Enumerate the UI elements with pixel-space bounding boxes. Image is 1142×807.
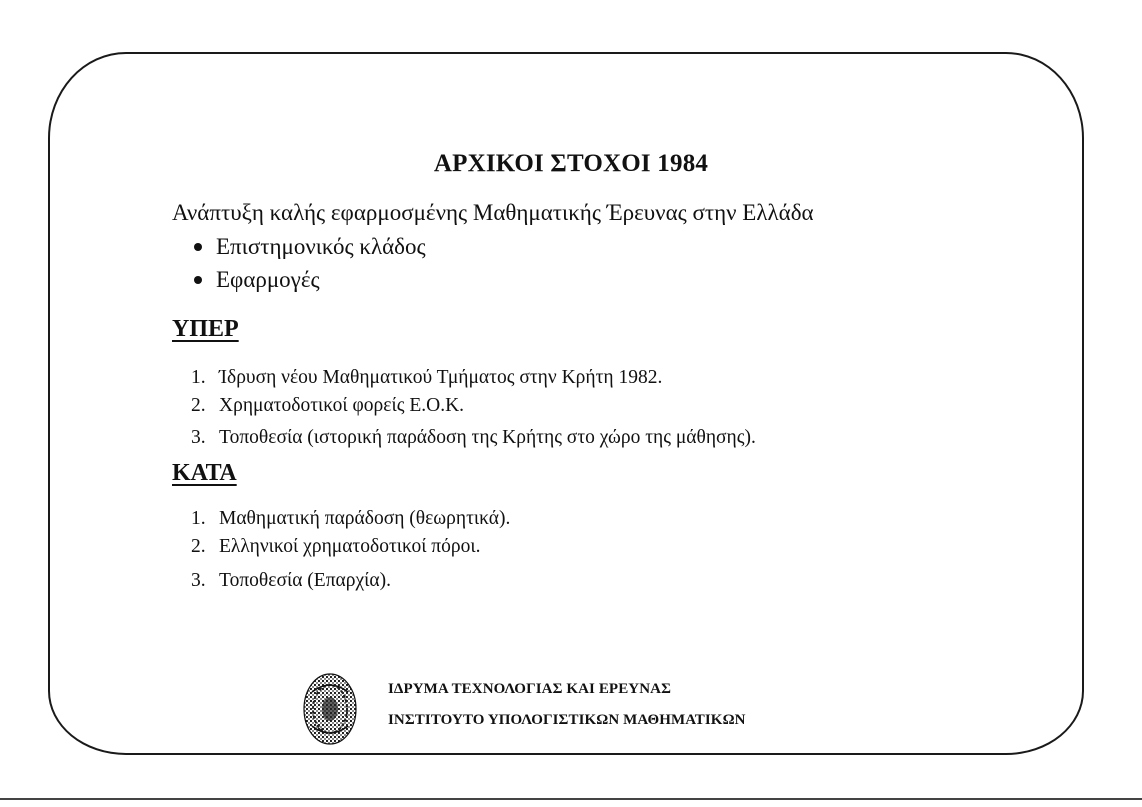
section-heading-hyper: ΥΠΕΡ <box>172 316 239 342</box>
item-number: 3. <box>191 570 206 591</box>
bullet-text: Εφαρμογές <box>216 267 320 292</box>
section-heading-kata: ΚΑΤΑ <box>172 460 237 486</box>
item-number: 3. <box>191 427 206 448</box>
list-item <box>191 364 756 392</box>
kata-list <box>191 505 510 595</box>
bottom-divider <box>0 798 1142 800</box>
footer-institute-name: ΙΝΣΤΙΤΟΥΤΟ ΥΠΟΛΟΓΙΣΤΙΚΩΝ ΜΑΘΗΜΑΤΙΚΩΝ <box>388 712 746 728</box>
page-title: ΑΡΧΙΚΟΙ ΣΤΟΧΟΙ 1984 <box>433 150 709 177</box>
item-text: Ίδρυση νέου Μαθηματικού Τμήματος στην Κρήτη 1982. <box>219 367 663 388</box>
list-item <box>194 230 426 263</box>
item-text: Τοποθεσία (Επαρχία). <box>219 570 391 591</box>
item-number: 2. <box>191 395 206 416</box>
list-item <box>191 567 510 595</box>
item-number: 2. <box>191 536 206 557</box>
list-item <box>191 392 756 424</box>
item-text: Χρηματοδοτικοί φορείς Ε.Ο.Κ. <box>219 395 465 416</box>
item-number: 1. <box>191 367 206 388</box>
intro-text: Ανάπτυξη καλής εφαρμοσμένης Μαθηματικής Έρευνας στην Ελλάδα <box>172 200 814 225</box>
item-number: 1. <box>191 508 206 529</box>
bullet-icon <box>194 243 202 251</box>
bullet-list <box>194 230 426 296</box>
item-text: Μαθηματική παράδοση (θεωρητικά). <box>219 508 511 529</box>
list-item <box>194 263 426 296</box>
hyper-list <box>191 364 756 452</box>
list-item <box>191 424 756 452</box>
item-text: Ελληνικοί χρηματοδοτικοί πόροι. <box>219 536 481 557</box>
bullet-icon <box>194 276 202 284</box>
bullet-text: Επιστημονικός κλάδος <box>216 234 426 259</box>
list-item <box>191 533 510 567</box>
item-text: Τοποθεσία (ιστορική παράδοση της Κρήτης στο χώρο της μάθησης). <box>219 427 756 448</box>
institute-seal-icon <box>302 672 358 746</box>
footer-org-name: ΙΔΡΥΜΑ ΤΕΧΝΟΛΟΓΙΑΣ ΚΑΙ ΕΡΕΥΝΑΣ <box>388 681 672 697</box>
list-item <box>191 505 510 533</box>
